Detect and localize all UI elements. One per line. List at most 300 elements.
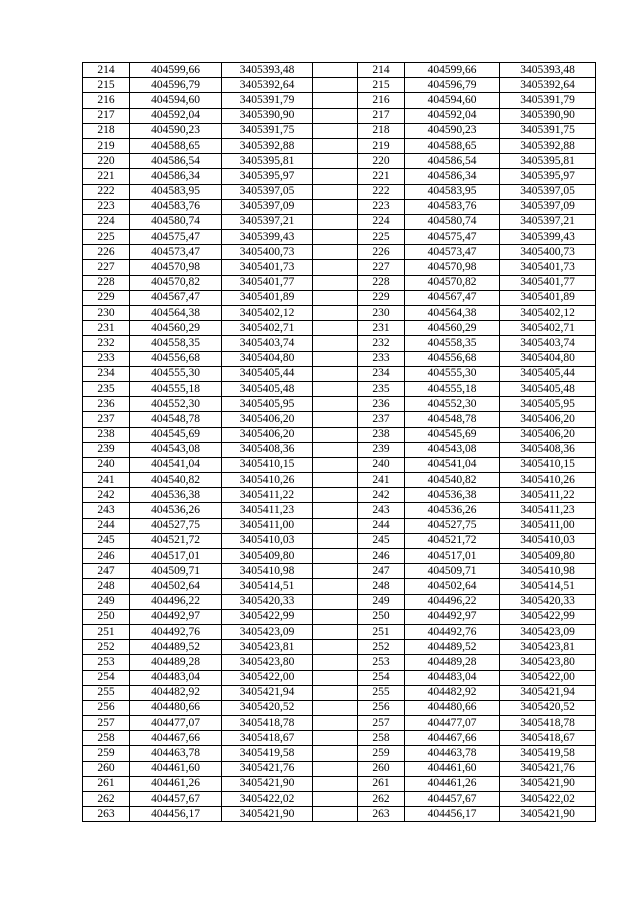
right-y-coordinate-cell: 3405410,26: [500, 473, 596, 488]
right-x-coordinate-cell: 404545,69: [405, 427, 500, 442]
right-point-number-cell: 260: [358, 761, 405, 776]
right-x-coordinate-cell: 404482,92: [405, 685, 500, 700]
left-point-number-cell: 245: [83, 533, 130, 548]
left-point-number-cell: 214: [83, 63, 130, 78]
right-y-coordinate-cell: 3405411,00: [500, 518, 596, 533]
table-row: [83, 776, 596, 791]
right-x-coordinate-cell: 404592,04: [405, 108, 500, 123]
left-y-coordinate-cell: 3405399,43: [222, 230, 313, 245]
separator-cell: [313, 397, 358, 412]
table-row: [83, 473, 596, 488]
separator-cell: [313, 609, 358, 624]
right-y-coordinate-cell: 3405395,97: [500, 169, 596, 184]
table-row: [83, 93, 596, 108]
right-y-coordinate-cell: 3405423,81: [500, 640, 596, 655]
left-x-coordinate-cell: 404489,28: [130, 655, 222, 670]
left-x-coordinate-cell: 404592,04: [130, 108, 222, 123]
right-point-number-cell: 221: [358, 169, 405, 184]
table-row: [83, 579, 596, 594]
separator-cell: [313, 442, 358, 457]
right-x-coordinate-cell: 404489,52: [405, 640, 500, 655]
separator-cell: [313, 366, 358, 381]
left-point-number-cell: 231: [83, 321, 130, 336]
right-y-coordinate-cell: 3405393,48: [500, 63, 596, 78]
right-x-coordinate-cell: 404457,67: [405, 792, 500, 807]
left-point-number-cell: 242: [83, 488, 130, 503]
left-point-number-cell: 218: [83, 123, 130, 138]
left-y-coordinate-cell: 3405397,09: [222, 199, 313, 214]
left-y-coordinate-cell: 3405397,05: [222, 184, 313, 199]
left-point-number-cell: 223: [83, 199, 130, 214]
right-x-coordinate-cell: 404496,22: [405, 594, 500, 609]
left-point-number-cell: 233: [83, 351, 130, 366]
left-y-coordinate-cell: 3405411,22: [222, 488, 313, 503]
left-y-coordinate-cell: 3405405,44: [222, 366, 313, 381]
right-y-coordinate-cell: 3405421,94: [500, 685, 596, 700]
separator-cell: [313, 214, 358, 229]
right-point-number-cell: 224: [358, 214, 405, 229]
left-y-coordinate-cell: 3405390,90: [222, 108, 313, 123]
left-x-coordinate-cell: 404567,47: [130, 290, 222, 305]
right-point-number-cell: 238: [358, 427, 405, 442]
right-y-coordinate-cell: 3405397,09: [500, 199, 596, 214]
separator-cell: [313, 290, 358, 305]
left-y-coordinate-cell: 3405418,67: [222, 731, 313, 746]
left-x-coordinate-cell: 404545,69: [130, 427, 222, 442]
separator-cell: [313, 716, 358, 731]
separator-cell: [313, 260, 358, 275]
right-y-coordinate-cell: 3405406,20: [500, 427, 596, 442]
left-x-coordinate-cell: 404483,04: [130, 670, 222, 685]
separator-cell: [313, 549, 358, 564]
left-x-coordinate-cell: 404560,29: [130, 321, 222, 336]
left-x-coordinate-cell: 404496,22: [130, 594, 222, 609]
left-x-coordinate-cell: 404456,17: [130, 807, 222, 822]
left-point-number-cell: 226: [83, 245, 130, 260]
left-point-number-cell: 246: [83, 549, 130, 564]
left-x-coordinate-cell: 404536,38: [130, 488, 222, 503]
left-point-number-cell: 234: [83, 366, 130, 381]
right-x-coordinate-cell: 404536,26: [405, 503, 500, 518]
right-point-number-cell: 246: [358, 549, 405, 564]
table-body: [83, 63, 596, 822]
right-y-coordinate-cell: 3405421,90: [500, 807, 596, 822]
right-point-number-cell: 240: [358, 457, 405, 472]
right-y-coordinate-cell: 3405418,78: [500, 716, 596, 731]
right-point-number-cell: 216: [358, 93, 405, 108]
left-x-coordinate-cell: 404555,18: [130, 381, 222, 396]
right-point-number-cell: 261: [358, 776, 405, 791]
left-x-coordinate-cell: 404489,52: [130, 640, 222, 655]
right-x-coordinate-cell: 404521,72: [405, 533, 500, 548]
left-x-coordinate-cell: 404502,64: [130, 579, 222, 594]
left-point-number-cell: 261: [83, 776, 130, 791]
right-y-coordinate-cell: 3405399,43: [500, 230, 596, 245]
left-point-number-cell: 237: [83, 412, 130, 427]
table-row: [83, 381, 596, 396]
separator-cell: [313, 427, 358, 442]
left-x-coordinate-cell: 404541,04: [130, 457, 222, 472]
table-row: [83, 518, 596, 533]
separator-cell: [313, 93, 358, 108]
left-point-number-cell: 216: [83, 93, 130, 108]
right-x-coordinate-cell: 404583,76: [405, 199, 500, 214]
left-point-number-cell: 225: [83, 230, 130, 245]
right-y-coordinate-cell: 3405422,99: [500, 609, 596, 624]
table-row: [83, 685, 596, 700]
right-y-coordinate-cell: 3405422,00: [500, 670, 596, 685]
right-y-coordinate-cell: 3405391,75: [500, 123, 596, 138]
left-point-number-cell: 215: [83, 78, 130, 93]
table-row: [83, 442, 596, 457]
table-row: [83, 397, 596, 412]
left-y-coordinate-cell: 3405411,00: [222, 518, 313, 533]
right-y-coordinate-cell: 3405423,80: [500, 655, 596, 670]
right-x-coordinate-cell: 404586,34: [405, 169, 500, 184]
left-x-coordinate-cell: 404573,47: [130, 245, 222, 260]
right-point-number-cell: 242: [358, 488, 405, 503]
separator-cell: [313, 594, 358, 609]
right-x-coordinate-cell: 404467,66: [405, 731, 500, 746]
right-x-coordinate-cell: 404573,47: [405, 245, 500, 260]
right-x-coordinate-cell: 404555,30: [405, 366, 500, 381]
left-x-coordinate-cell: 404583,95: [130, 184, 222, 199]
left-x-coordinate-cell: 404492,97: [130, 609, 222, 624]
right-x-coordinate-cell: 404509,71: [405, 564, 500, 579]
left-y-coordinate-cell: 3405410,26: [222, 473, 313, 488]
left-point-number-cell: 253: [83, 655, 130, 670]
left-x-coordinate-cell: 404461,60: [130, 761, 222, 776]
right-point-number-cell: 220: [358, 154, 405, 169]
left-point-number-cell: 239: [83, 442, 130, 457]
left-point-number-cell: 247: [83, 564, 130, 579]
separator-cell: [313, 138, 358, 153]
right-y-coordinate-cell: 3405410,98: [500, 564, 596, 579]
table-row: [83, 609, 596, 624]
table-row: [83, 624, 596, 639]
table-row: [83, 108, 596, 123]
right-y-coordinate-cell: 3405391,79: [500, 93, 596, 108]
right-y-coordinate-cell: 3405402,71: [500, 321, 596, 336]
right-x-coordinate-cell: 404560,29: [405, 321, 500, 336]
table-row: [83, 549, 596, 564]
separator-cell: [313, 321, 358, 336]
left-point-number-cell: 235: [83, 381, 130, 396]
separator-cell: [313, 381, 358, 396]
left-x-coordinate-cell: 404482,92: [130, 685, 222, 700]
table-row: [83, 199, 596, 214]
left-y-coordinate-cell: 3405403,74: [222, 336, 313, 351]
right-point-number-cell: 252: [358, 640, 405, 655]
left-point-number-cell: 257: [83, 716, 130, 731]
left-point-number-cell: 220: [83, 154, 130, 169]
left-x-coordinate-cell: 404575,47: [130, 230, 222, 245]
table-row: [83, 533, 596, 548]
table-row: [83, 154, 596, 169]
right-x-coordinate-cell: 404556,68: [405, 351, 500, 366]
left-y-coordinate-cell: 3405411,23: [222, 503, 313, 518]
table-row: [83, 245, 596, 260]
right-y-coordinate-cell: 3405390,90: [500, 108, 596, 123]
right-y-coordinate-cell: 3405408,36: [500, 442, 596, 457]
table-row: [83, 761, 596, 776]
left-y-coordinate-cell: 3405419,58: [222, 746, 313, 761]
right-x-coordinate-cell: 404489,28: [405, 655, 500, 670]
right-point-number-cell: 231: [358, 321, 405, 336]
left-x-coordinate-cell: 404570,98: [130, 260, 222, 275]
right-point-number-cell: 218: [358, 123, 405, 138]
left-x-coordinate-cell: 404548,78: [130, 412, 222, 427]
right-y-coordinate-cell: 3405400,73: [500, 245, 596, 260]
left-point-number-cell: 228: [83, 275, 130, 290]
left-y-coordinate-cell: 3405402,71: [222, 321, 313, 336]
right-point-number-cell: 245: [358, 533, 405, 548]
table-row: [83, 184, 596, 199]
right-point-number-cell: 249: [358, 594, 405, 609]
right-y-coordinate-cell: 3405397,21: [500, 214, 596, 229]
separator-cell: [313, 731, 358, 746]
right-x-coordinate-cell: 404480,66: [405, 700, 500, 715]
left-x-coordinate-cell: 404477,07: [130, 716, 222, 731]
separator-cell: [313, 700, 358, 715]
separator-cell: [313, 503, 358, 518]
right-y-coordinate-cell: 3405403,74: [500, 336, 596, 351]
right-x-coordinate-cell: 404540,82: [405, 473, 500, 488]
table-row: [83, 807, 596, 822]
left-y-coordinate-cell: 3405422,02: [222, 792, 313, 807]
table-row: [83, 427, 596, 442]
right-x-coordinate-cell: 404586,54: [405, 154, 500, 169]
separator-cell: [313, 488, 358, 503]
left-y-coordinate-cell: 3405423,80: [222, 655, 313, 670]
separator-cell: [313, 670, 358, 685]
table-row: [83, 716, 596, 731]
right-x-coordinate-cell: 404517,01: [405, 549, 500, 564]
left-point-number-cell: 224: [83, 214, 130, 229]
separator-cell: [313, 579, 358, 594]
table-row: [83, 700, 596, 715]
separator-cell: [313, 306, 358, 321]
right-point-number-cell: 254: [358, 670, 405, 685]
left-point-number-cell: 232: [83, 336, 130, 351]
left-x-coordinate-cell: 404480,66: [130, 700, 222, 715]
separator-cell: [313, 746, 358, 761]
right-point-number-cell: 214: [358, 63, 405, 78]
right-y-coordinate-cell: 3405392,88: [500, 138, 596, 153]
right-point-number-cell: 259: [358, 746, 405, 761]
table-row: [83, 123, 596, 138]
table-row: [83, 260, 596, 275]
left-y-coordinate-cell: 3405410,15: [222, 457, 313, 472]
left-y-coordinate-cell: 3405410,03: [222, 533, 313, 548]
right-point-number-cell: 255: [358, 685, 405, 700]
left-x-coordinate-cell: 404583,76: [130, 199, 222, 214]
table-row: [83, 351, 596, 366]
right-point-number-cell: 230: [358, 306, 405, 321]
left-y-coordinate-cell: 3405421,90: [222, 776, 313, 791]
left-point-number-cell: 260: [83, 761, 130, 776]
right-x-coordinate-cell: 404575,47: [405, 230, 500, 245]
separator-cell: [313, 807, 358, 822]
left-point-number-cell: 258: [83, 731, 130, 746]
table-row: [83, 230, 596, 245]
separator-cell: [313, 154, 358, 169]
separator-cell: [313, 624, 358, 639]
right-x-coordinate-cell: 404558,35: [405, 336, 500, 351]
table-row: [83, 214, 596, 229]
left-x-coordinate-cell: 404461,26: [130, 776, 222, 791]
left-y-coordinate-cell: 3405409,80: [222, 549, 313, 564]
right-y-coordinate-cell: 3405405,44: [500, 366, 596, 381]
right-y-coordinate-cell: 3405410,15: [500, 457, 596, 472]
left-x-coordinate-cell: 404463,78: [130, 746, 222, 761]
right-y-coordinate-cell: 3405420,33: [500, 594, 596, 609]
left-y-coordinate-cell: 3405392,64: [222, 78, 313, 93]
right-y-coordinate-cell: 3405397,05: [500, 184, 596, 199]
left-point-number-cell: 221: [83, 169, 130, 184]
right-point-number-cell: 257: [358, 716, 405, 731]
right-y-coordinate-cell: 3405401,77: [500, 275, 596, 290]
left-point-number-cell: 250: [83, 609, 130, 624]
table-row: [83, 488, 596, 503]
right-point-number-cell: 232: [358, 336, 405, 351]
left-x-coordinate-cell: 404556,68: [130, 351, 222, 366]
right-x-coordinate-cell: 404590,23: [405, 123, 500, 138]
left-y-coordinate-cell: 3405421,90: [222, 807, 313, 822]
table-row: [83, 655, 596, 670]
right-point-number-cell: 226: [358, 245, 405, 260]
left-x-coordinate-cell: 404517,01: [130, 549, 222, 564]
left-y-coordinate-cell: 3405391,79: [222, 93, 313, 108]
left-x-coordinate-cell: 404552,30: [130, 397, 222, 412]
left-x-coordinate-cell: 404564,38: [130, 306, 222, 321]
left-point-number-cell: 259: [83, 746, 130, 761]
left-y-coordinate-cell: 3405420,33: [222, 594, 313, 609]
right-point-number-cell: 237: [358, 412, 405, 427]
right-y-coordinate-cell: 3405402,12: [500, 306, 596, 321]
left-y-coordinate-cell: 3405392,88: [222, 138, 313, 153]
left-y-coordinate-cell: 3405395,97: [222, 169, 313, 184]
right-x-coordinate-cell: 404567,47: [405, 290, 500, 305]
right-x-coordinate-cell: 404483,04: [405, 670, 500, 685]
separator-cell: [313, 275, 358, 290]
left-point-number-cell: 230: [83, 306, 130, 321]
left-x-coordinate-cell: 404527,75: [130, 518, 222, 533]
right-y-coordinate-cell: 3405392,64: [500, 78, 596, 93]
right-y-coordinate-cell: 3405411,22: [500, 488, 596, 503]
right-y-coordinate-cell: 3405419,58: [500, 746, 596, 761]
right-y-coordinate-cell: 3405411,23: [500, 503, 596, 518]
left-x-coordinate-cell: 404586,34: [130, 169, 222, 184]
left-x-coordinate-cell: 404570,82: [130, 275, 222, 290]
left-x-coordinate-cell: 404588,65: [130, 138, 222, 153]
right-x-coordinate-cell: 404492,97: [405, 609, 500, 624]
right-x-coordinate-cell: 404548,78: [405, 412, 500, 427]
table-row: [83, 336, 596, 351]
left-y-coordinate-cell: 3405405,95: [222, 397, 313, 412]
table-row: [83, 746, 596, 761]
right-point-number-cell: 253: [358, 655, 405, 670]
left-y-coordinate-cell: 3405421,94: [222, 685, 313, 700]
left-x-coordinate-cell: 404521,72: [130, 533, 222, 548]
right-point-number-cell: 236: [358, 397, 405, 412]
table-row: [83, 78, 596, 93]
left-x-coordinate-cell: 404457,67: [130, 792, 222, 807]
separator-cell: [313, 533, 358, 548]
separator-cell: [313, 78, 358, 93]
right-x-coordinate-cell: 404527,75: [405, 518, 500, 533]
left-y-coordinate-cell: 3405422,99: [222, 609, 313, 624]
separator-cell: [313, 63, 358, 78]
separator-cell: [313, 655, 358, 670]
left-point-number-cell: 219: [83, 138, 130, 153]
left-y-coordinate-cell: 3405408,36: [222, 442, 313, 457]
left-y-coordinate-cell: 3405406,20: [222, 427, 313, 442]
right-x-coordinate-cell: 404588,65: [405, 138, 500, 153]
right-point-number-cell: 234: [358, 366, 405, 381]
left-y-coordinate-cell: 3405404,80: [222, 351, 313, 366]
right-y-coordinate-cell: 3405405,95: [500, 397, 596, 412]
right-point-number-cell: 248: [358, 579, 405, 594]
table-row: [83, 731, 596, 746]
right-y-coordinate-cell: 3405409,80: [500, 549, 596, 564]
right-point-number-cell: 235: [358, 381, 405, 396]
left-y-coordinate-cell: 3405393,48: [222, 63, 313, 78]
left-x-coordinate-cell: 404543,08: [130, 442, 222, 457]
right-y-coordinate-cell: 3405420,52: [500, 700, 596, 715]
left-point-number-cell: 254: [83, 670, 130, 685]
left-point-number-cell: 217: [83, 108, 130, 123]
right-y-coordinate-cell: 3405404,80: [500, 351, 596, 366]
table-row: [83, 290, 596, 305]
table-row: [83, 670, 596, 685]
right-y-coordinate-cell: 3405406,20: [500, 412, 596, 427]
left-x-coordinate-cell: 404596,79: [130, 78, 222, 93]
left-y-coordinate-cell: 3405414,51: [222, 579, 313, 594]
separator-cell: [313, 336, 358, 351]
table-row: [83, 457, 596, 472]
separator-cell: [313, 108, 358, 123]
left-point-number-cell: 251: [83, 624, 130, 639]
left-y-coordinate-cell: 3405397,21: [222, 214, 313, 229]
left-point-number-cell: 227: [83, 260, 130, 275]
left-x-coordinate-cell: 404599,66: [130, 63, 222, 78]
left-x-coordinate-cell: 404558,35: [130, 336, 222, 351]
right-x-coordinate-cell: 404536,38: [405, 488, 500, 503]
right-point-number-cell: 263: [358, 807, 405, 822]
right-x-coordinate-cell: 404580,74: [405, 214, 500, 229]
left-point-number-cell: 236: [83, 397, 130, 412]
table-row: [83, 138, 596, 153]
left-y-coordinate-cell: 3405391,75: [222, 123, 313, 138]
separator-cell: [313, 776, 358, 791]
left-y-coordinate-cell: 3405410,98: [222, 564, 313, 579]
right-point-number-cell: 244: [358, 518, 405, 533]
right-point-number-cell: 228: [358, 275, 405, 290]
separator-cell: [313, 412, 358, 427]
left-y-coordinate-cell: 3405401,73: [222, 260, 313, 275]
right-point-number-cell: 251: [358, 624, 405, 639]
left-y-coordinate-cell: 3405420,52: [222, 700, 313, 715]
coordinates-table: [82, 62, 596, 822]
left-point-number-cell: 238: [83, 427, 130, 442]
right-x-coordinate-cell: 404541,04: [405, 457, 500, 472]
right-y-coordinate-cell: 3405414,51: [500, 579, 596, 594]
separator-cell: [313, 184, 358, 199]
left-point-number-cell: 244: [83, 518, 130, 533]
separator-cell: [313, 473, 358, 488]
right-x-coordinate-cell: 404492,76: [405, 624, 500, 639]
